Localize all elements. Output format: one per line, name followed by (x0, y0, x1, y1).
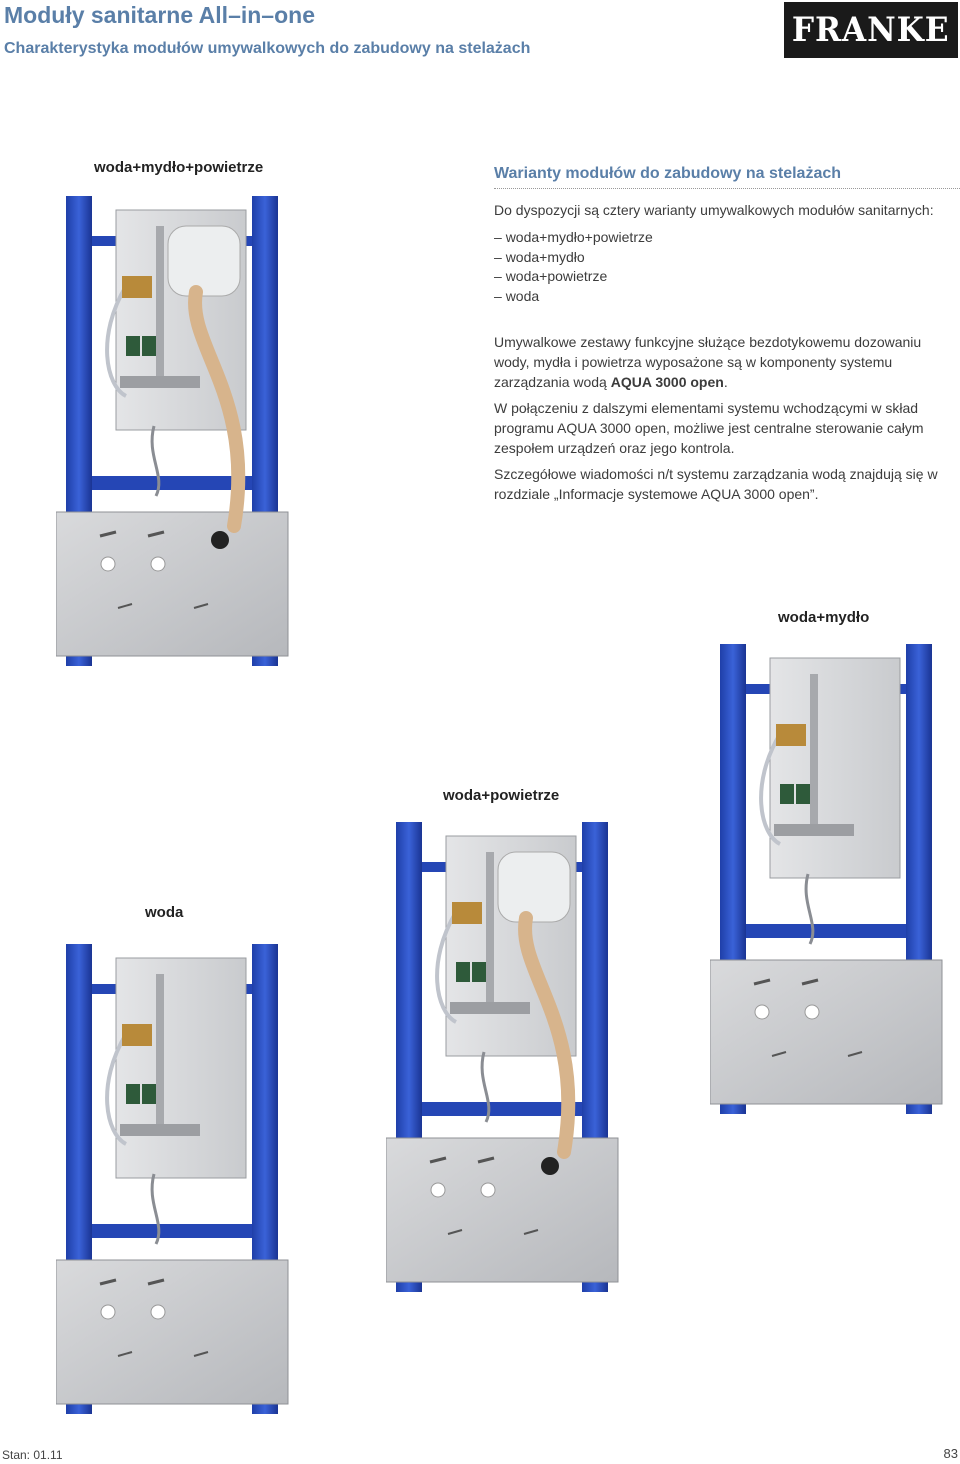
paragraph-2: W połączeniu z dalszymi elementami systemu wchodzącymi w skład programu AQUA 3000 open, możliwe jest centralne sterowanie całym zespołem urządzeń oraz jego kontrola. (494, 399, 924, 456)
intro-text: Do dyspozycji są cztery warianty umywalkowych modułów sanitarnych: (494, 202, 934, 218)
variant-list (494, 228, 960, 307)
module-image-woda-mydlo-powietrze (56, 196, 296, 672)
list-item: – woda+mydło (494, 248, 960, 268)
page-title: Moduły sanitarne All–in–one (4, 2, 315, 28)
list-item: – woda+mydło+powietrze (494, 228, 960, 248)
module-image-woda (56, 944, 296, 1420)
variant-label-woda-mydlo: woda+mydło (778, 609, 870, 626)
module-image-woda-mydlo (710, 644, 950, 1120)
paragraph-1: Umywalkowe zestawy funkcyjne służące bezdotykowemu dozowaniu wody, mydła i powietrza wyposażone są w komponenty systemu zarządzania wodą AQUA 3000 open. (494, 333, 922, 390)
paragraph-3: Szczegółowe wiadomości n/t systemu zarządzania wodą znajdują się w rozdziale „Informacje systemowe AQUA 3000 open”. (494, 465, 938, 502)
footer-status: Stan: 01.11 (2, 1448, 63, 1462)
list-item: – woda+powietrze (494, 267, 960, 287)
franke-logo: FRANKE (784, 2, 958, 58)
list-item: – woda (494, 287, 960, 307)
page-number: 83 (943, 1446, 958, 1461)
text-column (494, 164, 960, 510)
section-title: Warianty modułów do zabudowy na stelażach (494, 164, 960, 189)
variant-label-woda-mydlo-powietrze: woda+mydło+powietrze (94, 159, 264, 176)
module-image-woda-powietrze (386, 822, 626, 1298)
variant-label-woda: woda (145, 904, 184, 921)
page-subtitle: Charakterystyka modułów umywalkowych do zabudowy na stelażach (4, 40, 531, 57)
variant-label-woda-powietrze: woda+powietrze (443, 787, 560, 804)
